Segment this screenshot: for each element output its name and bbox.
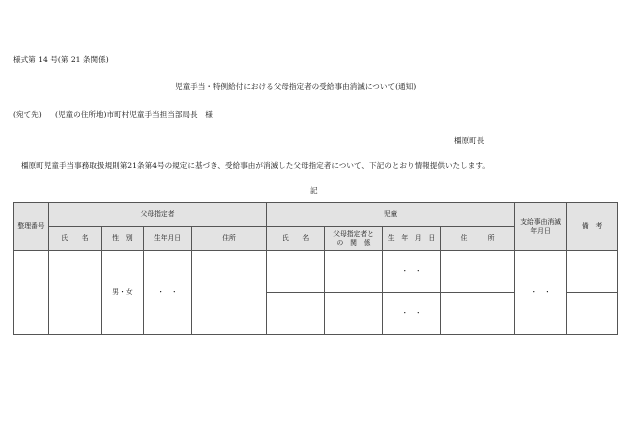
header-shimei: 氏 名 [49, 227, 102, 251]
cell-parent-sex: 男・女 [102, 251, 144, 335]
cell-child2-birthdate: ・ ・ [383, 293, 441, 335]
cell-biko-1 [567, 251, 618, 293]
header-jido-jusho: 住 所 [441, 227, 515, 251]
cell-child2-relation [325, 293, 383, 335]
cell-child2-name [267, 293, 325, 335]
cell-child1-address [441, 251, 515, 293]
header-jido-shimei: 氏 名 [267, 227, 325, 251]
notification-table [13, 202, 618, 335]
header-biko: 備 考 [567, 203, 618, 251]
cell-child1-birthdate: ・ ・ [383, 251, 441, 293]
cell-seiri-bango [14, 251, 49, 335]
header-jido: 児童 [267, 203, 515, 227]
cell-child1-name [267, 251, 325, 293]
cell-extinction-date: ・ ・ [515, 251, 567, 335]
header-shikyu-jiyu-shometsu [515, 203, 567, 251]
cell-parent-birthdate: ・ ・ [144, 251, 192, 335]
header-kankei-line1: 父母指定者と [333, 230, 374, 239]
sender: 橿原町長 [454, 136, 485, 145]
cell-biko-2 [567, 293, 618, 335]
header-shikyu-jiyu-line1: 支給事由消滅 [520, 218, 561, 227]
document-title: 児童手当・特例給付における父母指定者の受給事由消滅について(通知) [175, 82, 417, 91]
cell-parent-address [192, 251, 267, 335]
header-seiri-bango: 整理番号 [14, 203, 49, 251]
addressee-prefix: (宛て先) [13, 110, 42, 119]
cell-child2-address [441, 293, 515, 335]
cell-child1-relation [325, 251, 383, 293]
addressee: (児童の住所地)市町村児童手当担当部局長 様 [55, 110, 213, 119]
header-shikyu-jiyu-line2: 年月日 [530, 226, 551, 235]
form-number: 様式第 14 号(第 21 条関係) [13, 55, 109, 64]
header-seinengappi: 生年月日 [144, 227, 192, 251]
header-jido-seinengappi: 生 年 月 日 [383, 227, 441, 251]
ki-heading: 記 [310, 186, 318, 195]
header-kankei-line2: の 関 係 [336, 238, 371, 247]
header-kankei [325, 227, 383, 251]
header-seibetsu: 性 別 [102, 227, 144, 251]
body-text: 橿原町児童手当事務取扱規則第21条第4号の規定に基づき、受給事由が消滅した父母指定者について、下記のとおり情報提供いたします。 [21, 161, 490, 170]
cell-parent-name [49, 251, 102, 335]
header-jusho: 住所 [192, 227, 267, 251]
header-fubo-shiteisha: 父母指定者 [49, 203, 267, 227]
